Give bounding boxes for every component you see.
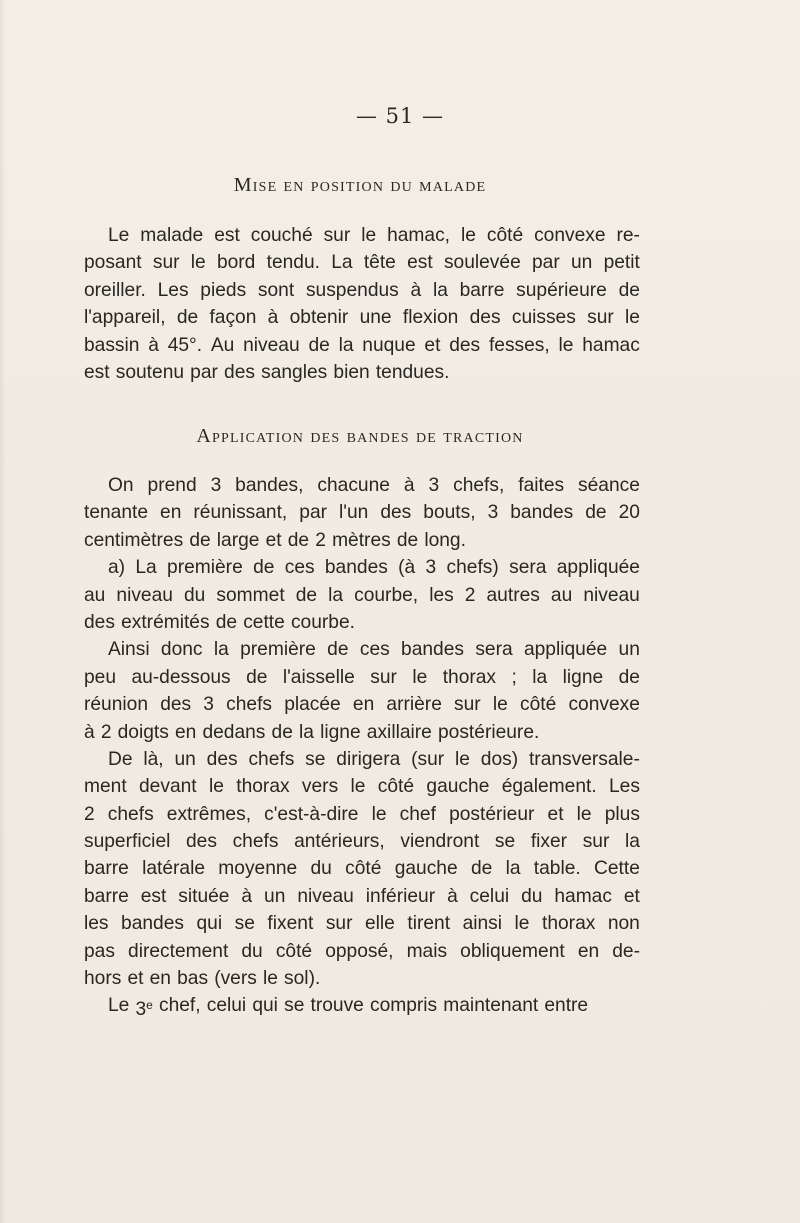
text-line: Le 3e chef, celui qui se trouve compris maintenant entre <box>108 995 589 1021</box>
text-line: 2 chefs extrêmes, c'est-à-dire le chef postérieur et le plus <box>84 803 640 825</box>
text-line: au niveau du sommet de la courbe, les 2 autres au niveau <box>84 584 640 606</box>
text-line: ment devant le thorax vers le côté gauche également. Les <box>84 776 640 798</box>
text-line: les bandes qui se fixent sur elle tirent ainsi le thorax non <box>84 913 640 935</box>
text-line: centimètres de large et de 2 mètres de long. <box>84 529 466 551</box>
text-line: pas directement du côté opposé, mais obliquement en de- <box>84 940 640 962</box>
text-line: barre est située à un niveau inférieur à celui du hamac et <box>84 885 640 907</box>
text-line: oreiller. Les pieds sont suspendus à la barre supérieure de <box>84 279 640 301</box>
text-line: On prend 3 bandes, chacune à 3 chefs, faites séance <box>108 475 640 496</box>
text-line: posant sur le bord tendu. La tête est soulevée par un petit <box>84 252 640 274</box>
text-line: est soutenu par des sangles bien tendues. <box>84 361 450 383</box>
paragraph-application <box>84 472 640 1020</box>
text-line: barre latérale moyenne du côté gauche de la table. Cette <box>84 858 640 880</box>
text-line: Ainsi donc la première de ces bandes sera appliquée un <box>108 639 640 661</box>
text-line: Le malade est couché sur le hamac, le côté convexe re- <box>108 225 640 246</box>
text-line: hors et en bas (vers le sol). <box>84 968 321 990</box>
text-line: l'appareil, de façon à obtenir une flexion des cuisses sur le <box>84 307 640 329</box>
text-line: a) La première de ces bandes (à 3 chefs) sera appliquée <box>108 557 640 579</box>
text-line: De là, un des chefs se dirigera (sur le dos) transversale- <box>108 748 640 770</box>
page-number: — 51 — <box>355 104 445 128</box>
text-line: des extrémités de cette courbe. <box>84 611 355 633</box>
text-line: tenante en réunissant, par l'un des bouts, 3 bandes de 20 <box>84 502 640 524</box>
text-line: bassin à 45°. Au niveau de la nuque et des fesses, le hamac <box>84 334 640 356</box>
paragraph-position <box>84 222 640 386</box>
section-heading-application: Application des bandes de traction <box>196 425 524 447</box>
text-line: superficiel des chefs antérieurs, viendront se fixer sur la <box>84 831 640 853</box>
text-line: réunion des 3 chefs placée en arrière sur le côté convexe <box>84 694 640 716</box>
section-heading-position: Mise en position du malade <box>233 174 487 196</box>
text-line: à 2 doigts en dedans de la ligne axillaire postérieure. <box>84 721 540 743</box>
text-line: peu au-dessous de l'aisselle sur le thorax ; la ligne de <box>84 666 640 688</box>
